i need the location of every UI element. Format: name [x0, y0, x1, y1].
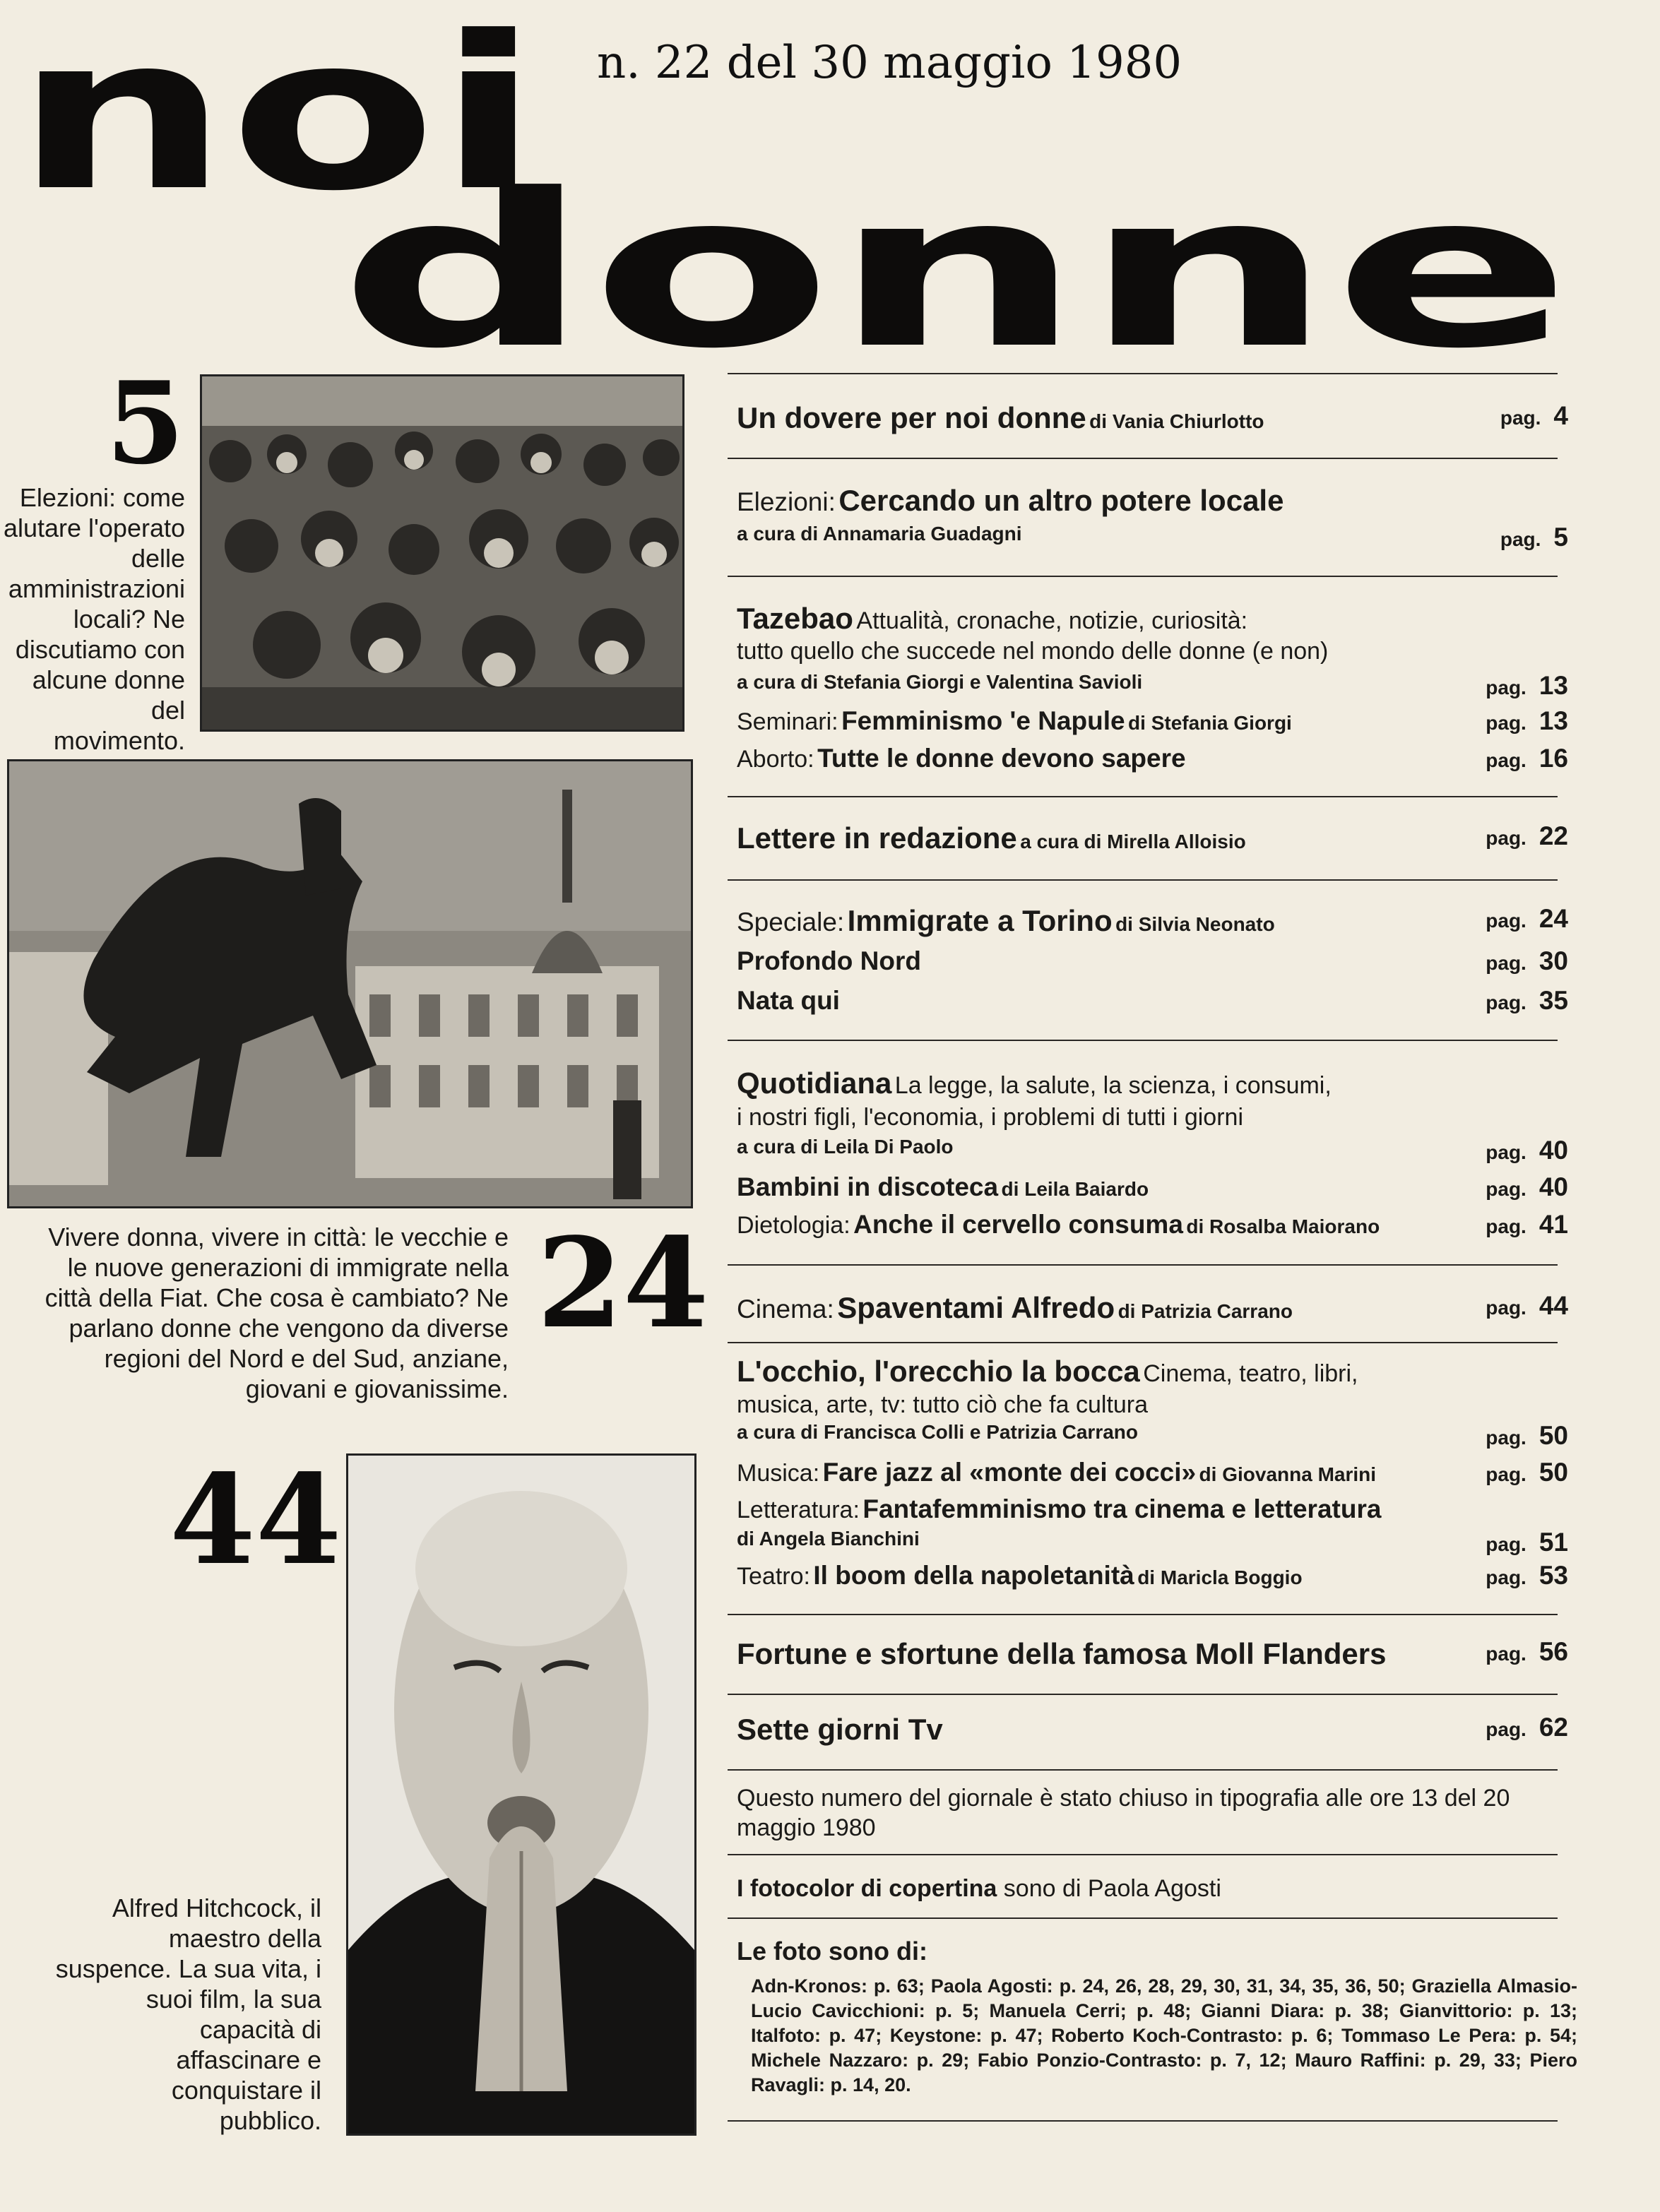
toc-entry[interactable]: Elezioni: Cercando un altro potere locale [737, 484, 1284, 517]
toc-entry[interactable]: Aborto: Tutte le donne devono sapere pag. 16 [737, 744, 1568, 773]
toc-entry[interactable]: Lettere in redazione a cura di Mirella Alloisio pag. 22 [737, 821, 1568, 855]
turin-statue-photo [7, 759, 693, 1208]
toc-rule [728, 1264, 1558, 1266]
toc-entry[interactable]: Teatro: Il boom della napoletanità di Maricla Boggio pag. 53 [737, 1561, 1568, 1590]
hitchcock-portrait-photo [346, 1453, 696, 2136]
toc-entry-desc: musica, arte, tv: tutto ciò che fa cultura [737, 1391, 1149, 1418]
toc-entry[interactable]: Bambini in discoteca di Leila Baiardo pag. 40 [737, 1172, 1568, 1201]
toc-entry[interactable]: Nata qui pag. 35 [737, 986, 1568, 1015]
toc-entry-byline: a cura di Leila Di Paolo pag. 40 [737, 1136, 1568, 1165]
toc-rule [728, 458, 1558, 459]
toc-rule [728, 1040, 1558, 1041]
feature-caption-24: Vivere donna, vivere in città: le vecchie e le nuove generazioni di immigrate nella città della Fiat. Che cosa è cambiato? Ne parlano donne che vengono da diverse regioni del Nord e del Sud, anziane, giovani e giovanissime. [45, 1223, 509, 1403]
photo-credits-text: Adn-Kronos: p. 63; Paola Agosti: p. 24, 26, 28, 29, 30, 31, 34, 35, 36, 50; Graziella Almasio-Lucio Cavicchioni: p. 5; Manuela Cerri; p. 48; Gianni Diara: p. 38; Gianvittorio: p. 13; Italfoto: p. 47; Keystone: p. 47; Roberto Koch-Contrasto: p. 6; Tommaso Le Pera: p. 54; Michele Nazzaro: p. 29; Fabio Ponzio-Contrasto: p. 7, 12; Mauro Raffini: p. 29, 33; Piero Ravagli: p. 14, 20. [751, 1975, 1577, 2095]
toc-rule [728, 1694, 1558, 1695]
toc-entry[interactable]: Un dovere per noi donne di Vania Chiurlotto pag. 4 [737, 401, 1568, 434]
toc-rule [728, 373, 1558, 374]
toc-entry-byline: a cura di Francisca Colli e Patrizia Carrano pag. 50 [737, 1421, 1568, 1450]
toc-rule [728, 576, 1558, 577]
toc-rule [728, 1854, 1558, 1855]
feature-number-44: 44 [170, 1448, 342, 1593]
feature-number-24: 24 [537, 1211, 709, 1356]
feature-number-5: 5 [106, 357, 185, 489]
toc-rule [728, 1342, 1558, 1343]
toc-rule [728, 1917, 1558, 1919]
toc-entry-byline: a cura di Stefania Giorgi e Valentina Savioli pag. 13 [737, 671, 1568, 700]
closing-note: Questo numero del giornale è stato chiuso in tipografia alle ore 13 del 20 maggio 1980 [737, 1785, 1510, 1841]
toc-entry-byline: a cura di Annamaria Guadagni pag. 5 [737, 523, 1568, 552]
cover-photo-note: I fotocolor di copertina sono di Paola Agosti [737, 1875, 1221, 1902]
feature-caption-5: Elezioni: come alutare l'operato delle amministrazioni locali? Ne discutiamo con alcune donne del movimento. [3, 483, 185, 755]
toc-entry[interactable]: Cinema: Spaventami Alfredo di Patrizia Carrano pag. 44 [737, 1291, 1568, 1324]
toc-entry[interactable]: L'occhio, l'orecchio la bocca Cinema, teatro, libri, [737, 1355, 1358, 1388]
toc-entry-desc: tutto quello che succede nel mondo delle donne (e non) [737, 638, 1329, 665]
toc-entry[interactable]: Sette giorni Tv pag. 62 [737, 1713, 1568, 1746]
feature-caption-44: Alfred Hitchcock, il maestro della suspence. La sua vita, i suoi film, la sua capacità di affascinare e conquistare il pubblico. [55, 1893, 321, 2135]
toc-entry[interactable]: Profondo Nord pag. 30 [737, 946, 1568, 975]
toc-rule [728, 879, 1558, 881]
logo-donne: donne [339, 148, 1572, 367]
toc-entry-byline: di Angela Bianchini pag. 51 [737, 1528, 1568, 1557]
toc-rule [728, 1769, 1558, 1771]
toc-entry-desc: i nostri figli, l'economia, i problemi di tutti i giorni [737, 1104, 1244, 1131]
photo-credits-heading: Le foto sono di: [737, 1937, 927, 1966]
logo-noi: noi [14, 0, 540, 237]
toc-entry[interactable]: Letteratura: Fantafemminismo tra cinema e letteratura [737, 1494, 1382, 1523]
toc-entry[interactable]: Seminari: Femminismo 'e Napule di Stefania Giorgi pag. 13 [737, 706, 1568, 735]
toc-rule [728, 2120, 1558, 2122]
toc-entry[interactable]: Musica: Fare jazz al «monte dei cocci» di Giovanna Marini pag. 50 [737, 1458, 1568, 1487]
toc-entry[interactable]: Fortune e sfortune della famosa Moll Flanders pag. 56 [737, 1637, 1568, 1670]
issue-date: n. 22 del 30 maggio 1980 [597, 37, 1182, 89]
toc-entry[interactable]: Speciale: Immigrate a Torino di Silvia Neonato pag. 24 [737, 904, 1568, 937]
crowd-photo [200, 374, 684, 732]
toc-entry[interactable]: Tazebao Attualità, cronache, notizie, curiosità: [737, 602, 1248, 635]
toc-entry[interactable]: Quotidiana La legge, la salute, la scienza, i consumi, [737, 1066, 1332, 1100]
toc-entry[interactable]: Dietologia: Anche il cervello consuma di Rosalba Maiorano pag. 41 [737, 1210, 1568, 1239]
toc-rule [728, 1614, 1558, 1615]
toc-rule [728, 796, 1558, 797]
